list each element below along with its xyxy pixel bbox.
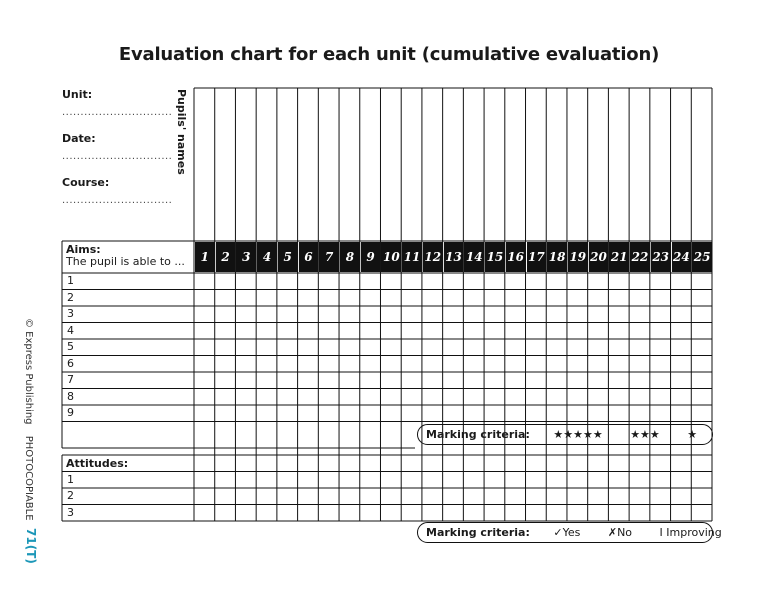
pupil-number-13: 13 <box>444 242 464 272</box>
pupil-number-5: 5 <box>278 242 298 272</box>
criteria-one-star: ★ <box>687 428 698 441</box>
pupil-number-22: 22 <box>630 242 650 272</box>
pupil-number-2: 2 <box>216 242 236 272</box>
pupil-number-15: 15 <box>485 242 505 272</box>
attitude-row-label: 1 <box>67 472 74 486</box>
aims-subtitle: The pupil is able to ... <box>66 255 185 268</box>
pupil-number-16: 16 <box>506 242 526 272</box>
pupil-number-17: 17 <box>527 242 547 272</box>
criteria-five-stars: ★★★★★ <box>553 428 603 441</box>
pupil-number-9: 9 <box>361 242 381 272</box>
pupil-number-1: 1 <box>195 242 215 272</box>
pupil-number-6: 6 <box>299 242 319 272</box>
aims-header <box>66 244 185 268</box>
pupil-number-8: 8 <box>340 242 360 272</box>
pupil-number-25: 25 <box>692 242 712 272</box>
pupil-number-14: 14 <box>464 242 484 272</box>
marking-criteria-stars <box>417 424 713 445</box>
pupil-number-18: 18 <box>547 242 567 272</box>
pupils-names-label: Pupils' names <box>175 89 188 175</box>
unit-dots: .............................. <box>62 107 173 118</box>
pupil-number-21: 21 <box>609 242 629 272</box>
pupil-number-19: 19 <box>568 242 588 272</box>
aim-row-label: 1 <box>67 274 74 287</box>
photocopiable-text: PHOTOCOPIABLE <box>23 435 34 521</box>
pupil-number-20: 20 <box>589 242 609 272</box>
course-field[interactable] <box>62 176 193 220</box>
aim-row-label: 9 <box>67 406 74 419</box>
attitudes-title: Attitudes: <box>66 457 129 470</box>
pupil-number-3: 3 <box>236 242 256 272</box>
attitude-row-label: 3 <box>67 505 74 519</box>
pupil-number-4: 4 <box>257 242 277 272</box>
aim-row-label: 3 <box>67 307 74 320</box>
pupil-number-10: 10 <box>381 242 401 272</box>
criteria-three-stars: ★★★ <box>630 428 660 441</box>
criteria-no: ✗No <box>607 526 633 539</box>
date-label: Date: <box>62 132 96 145</box>
pupil-number-23: 23 <box>651 242 671 272</box>
pupil-number-24: 24 <box>672 242 692 272</box>
aim-row-label: 4 <box>67 323 74 337</box>
page-number: 71(T) <box>24 528 38 564</box>
page-title: Evaluation chart for each unit (cumulative evaluation) <box>118 44 660 65</box>
attitude-row-label: 2 <box>67 489 74 502</box>
date-dots: .............................. <box>62 151 173 162</box>
pupil-number-12: 12 <box>423 242 443 272</box>
date-field[interactable] <box>62 132 193 176</box>
aim-row-label: 6 <box>67 356 74 370</box>
criteria-improving: I Improving <box>659 526 722 539</box>
aim-row-label: 8 <box>67 389 74 403</box>
aim-row-label: 2 <box>67 290 74 304</box>
unit-field[interactable] <box>62 88 193 132</box>
criteria-yes: ✓Yes <box>553 526 581 539</box>
course-dots: .............................. <box>62 195 173 206</box>
header-fields <box>62 88 193 241</box>
marking-criteria-label: Marking criteria: <box>426 428 530 441</box>
unit-label: Unit: <box>62 88 93 101</box>
aims-title: Aims: <box>66 243 101 256</box>
marking-criteria-label: Marking criteria: <box>426 526 530 539</box>
aim-row-label: 7 <box>67 373 74 386</box>
copyright-text: © Express Publishing <box>23 318 34 425</box>
aim-row-label: 5 <box>67 340 74 353</box>
marking-criteria-yes-no <box>417 522 722 543</box>
course-label: Course: <box>62 176 110 189</box>
pupil-number-7: 7 <box>319 242 339 272</box>
pupil-number-11: 11 <box>402 242 422 272</box>
